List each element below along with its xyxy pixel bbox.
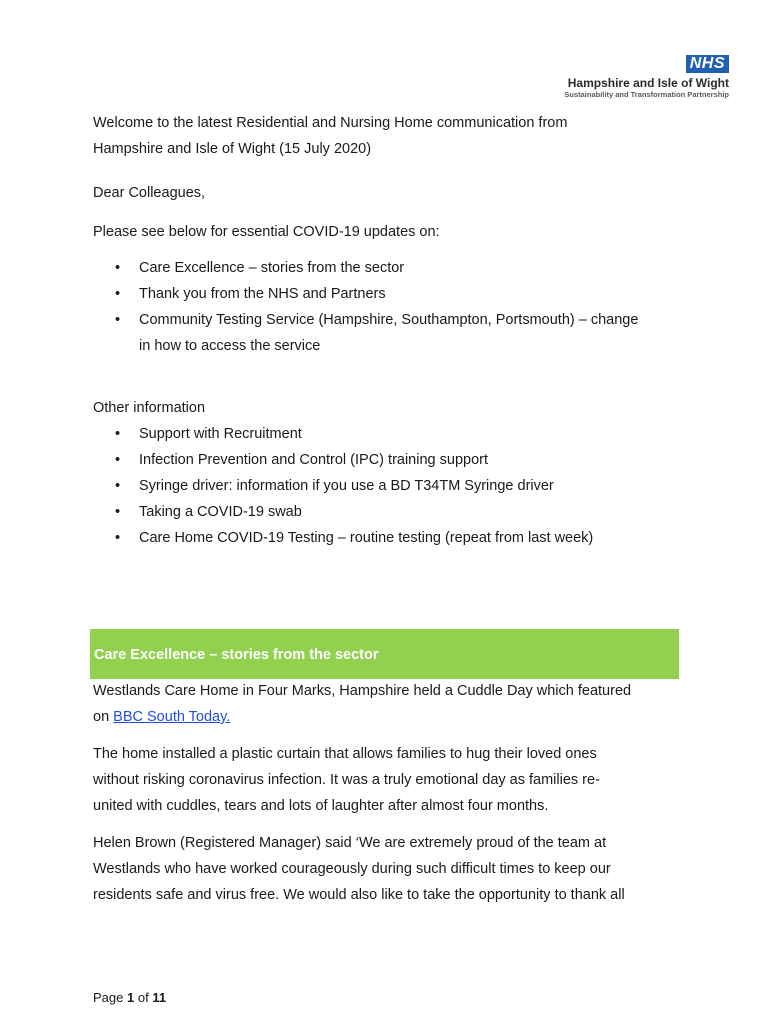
body-line: without risking coronavirus infection. It was a truly emotional day as families re-	[93, 772, 600, 788]
body-paragraph	[93, 741, 683, 819]
page-footer	[93, 990, 166, 1005]
page-label: Page	[93, 990, 124, 1005]
body-line: Westlands Care Home in Four Marks, Hampshire held a Cuddle Day which featured	[93, 683, 632, 699]
section-body	[93, 678, 683, 919]
list-item: • Care Home COVID-19 Testing – routine testing (repeat from last week)	[93, 525, 683, 551]
list-item: • Care Excellence – stories from the sector	[93, 255, 683, 281]
body-line-prefix: on	[93, 709, 114, 725]
body-line: The home installed a plastic curtain that allows families to hug their loved ones	[93, 746, 597, 762]
greeting: Dear Colleagues,	[93, 185, 206, 201]
body-line: residents safe and virus free. We would also like to take the opportunity to thank all	[93, 887, 625, 903]
intro-paragraph	[93, 110, 683, 162]
page-total: 11	[152, 990, 167, 1005]
list-item-text: Community Testing Service (Hampshire, Southampton, Portsmouth) – change	[139, 312, 639, 328]
body-paragraph	[93, 678, 683, 730]
section-banner: Care Excellence – stories from the sector	[90, 629, 679, 679]
page-current: 1	[127, 990, 135, 1005]
org-subtitle: Sustainability and Transformation Partnership	[564, 90, 729, 99]
nhs-badge: NHS	[686, 55, 729, 73]
list-item: • Support with Recruitment	[93, 421, 683, 447]
lead-text: Please see below for essential COVID-19 updates on:	[93, 224, 440, 240]
list-item: • Syringe driver: information if you use a BD T34TM Syringe driver	[93, 473, 683, 499]
intro-line: Hampshire and Isle of Wight (15 July 2020)	[93, 141, 372, 157]
list-item	[93, 307, 683, 359]
body-paragraph	[93, 830, 683, 908]
body-line: Helen Brown (Registered Manager) said ‘We are extremely proud of the team at	[93, 835, 607, 851]
other-info-heading: Other information	[93, 400, 206, 416]
other-info-list	[93, 421, 683, 551]
list-item: • Taking a COVID-19 swab	[93, 499, 683, 525]
nhs-logo	[529, 55, 729, 100]
list-item: • Infection Prevention and Control (IPC) training support	[93, 447, 683, 473]
list-item-text-continued: in how to access the service	[139, 338, 321, 354]
org-name: Hampshire and Isle of Wight	[567, 76, 729, 90]
intro-line: Welcome to the latest Residential and Nursing Home communication from	[93, 115, 568, 131]
body-line: united with cuddles, tears and lots of laughter after almost four months.	[93, 798, 549, 814]
updates-list	[93, 255, 683, 359]
body-line: Westlands who have worked courageously during such difficult times to keep our	[93, 861, 611, 877]
list-item: • Thank you from the NHS and Partners	[93, 281, 683, 307]
bbc-south-today-link[interactable]: BBC South Today.	[113, 709, 231, 725]
of-label: of	[137, 990, 149, 1005]
document-content	[93, 110, 683, 551]
